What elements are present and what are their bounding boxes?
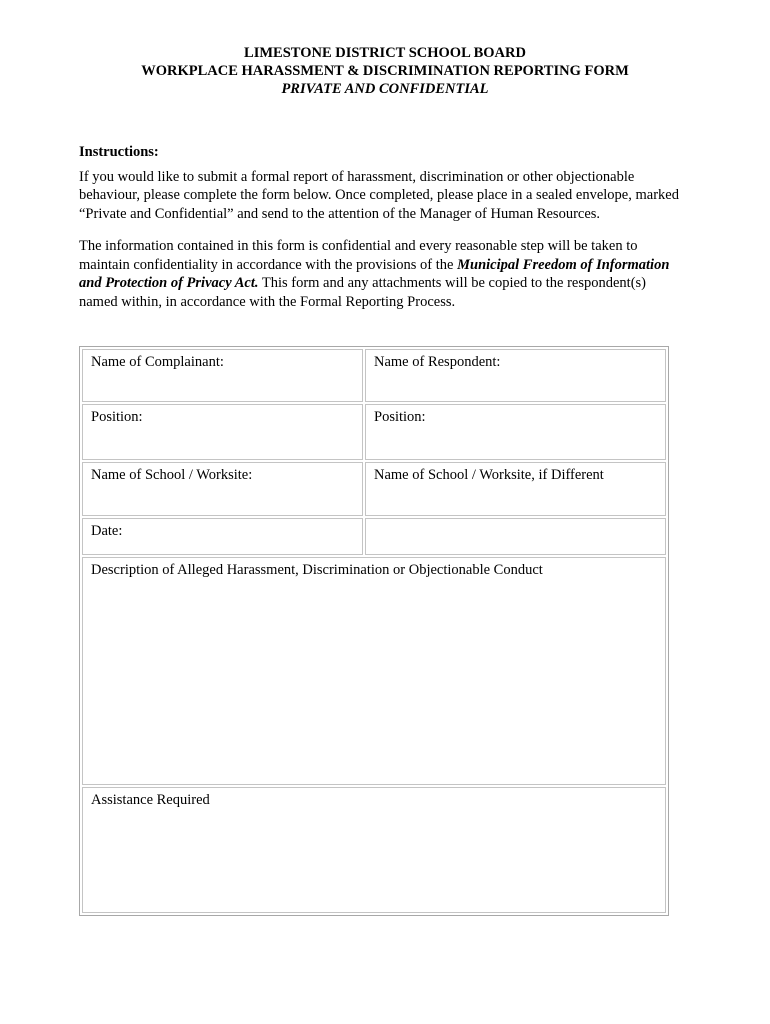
date-blank-cell	[365, 518, 666, 555]
form-title: WORKPLACE HARASSMENT & DISCRIMINATION REPORTING FORM	[141, 63, 629, 79]
complainant-school-field[interactable]: Name of School / Worksite:	[82, 462, 363, 516]
instructions-paragraph-1: If you would like to submit a formal report of harassment, discrimination or other objectionable behaviour, please complete the form below. Once completed, please place in a sealed envelope, marked “Private and Confidential” and send to the attention of the Manager of Human Resources.	[79, 168, 679, 222]
date-row	[82, 518, 666, 555]
assistance-field[interactable]: Assistance Required	[82, 787, 666, 913]
complainant-position-field[interactable]: Position:	[82, 404, 363, 460]
respondent-name-field[interactable]: Name of Respondent:	[365, 349, 666, 402]
instructions-paragraph-2	[79, 237, 679, 311]
document-header	[0, 44, 770, 98]
instructions-section	[79, 143, 679, 325]
privacy-act-name: Municipal Freedom of Information and Protection of Privacy Act.	[79, 256, 670, 291]
paragraph-2-outro: This form and any attachments will be copied to the respondent(s) named within, in accordance with the Formal Reporting Process.	[79, 275, 646, 310]
report-form-table	[79, 346, 669, 916]
date-field[interactable]: Date:	[82, 518, 363, 555]
respondent-position-field[interactable]: Position:	[365, 404, 666, 460]
organization-name: LIMESTONE DISTRICT SCHOOL BOARD	[244, 45, 526, 61]
assistance-row	[82, 787, 666, 913]
description-field[interactable]: Description of Alleged Harassment, Discrimination or Objectionable Conduct	[82, 557, 666, 785]
complainant-name-field[interactable]: Name of Complainant:	[82, 349, 363, 402]
instructions-heading: Instructions:	[79, 144, 159, 160]
respondent-school-field[interactable]: Name of School / Worksite, if Different	[365, 462, 666, 516]
position-row	[82, 404, 666, 460]
name-row	[82, 349, 666, 402]
description-row	[82, 557, 666, 785]
confidential-notice: PRIVATE AND CONFIDENTIAL	[281, 81, 489, 97]
school-row	[82, 462, 666, 516]
paragraph-2-intro: The information contained in this form is confidential and every reasonable step will be taken to maintain confidentiality in accordance with the provisions of the	[79, 238, 638, 273]
